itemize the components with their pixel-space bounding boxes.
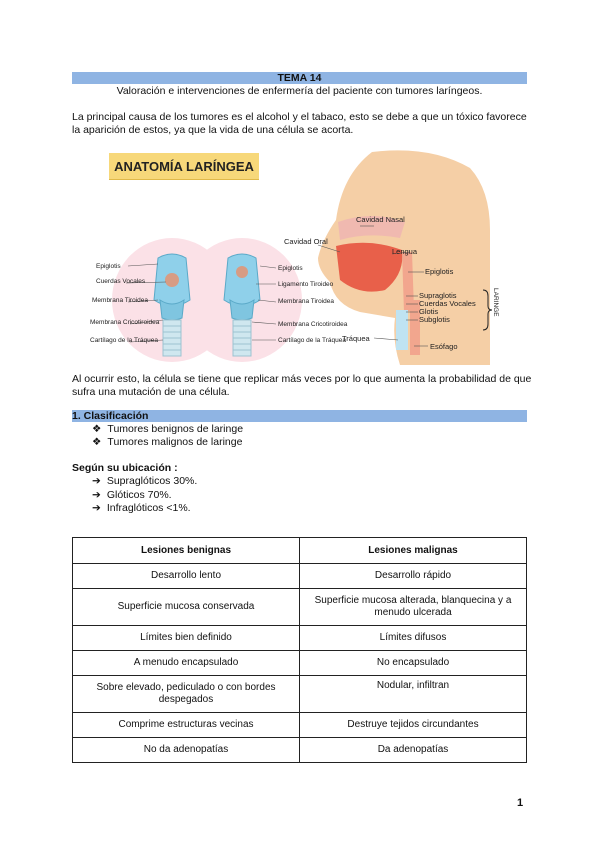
lesions-comparison-table [72,537,527,763]
diamond-bullet-icon: ❖ [92,423,102,435]
label-cuerdas-vocales-head: Cuerdas Vocales [419,299,476,308]
label-glotis: Glotis [419,307,439,316]
header-benignas: Lesiones benignas [73,538,300,564]
intro-paragraph: La principal causa de los tumores es el alcohol y el tabaco, esto se debe a que un tóxico favorece la aparición de estos, ya que la vida de una célula se acorta. [72,111,527,136]
arrow-right-icon: ➔ [92,488,101,501]
label-membrana-cricotiroidea-right: Membrana Cricotiroidea [278,321,348,328]
list-item: ❖ Tumores benignos de laringe [92,423,244,435]
label-cavidad-oral: Cavidad Oral [284,237,328,246]
label-cavidad-nasal: Cavidad Nasal [356,215,405,224]
diamond-bullet-icon: ❖ [92,436,102,448]
label-cartilago-traquea-left: Cartílago de la Tráquea [90,337,158,344]
label-esofago: Esófago [430,342,458,351]
page-title: TEMA 14 [277,72,322,84]
list-item: ➔ Glóticos 70%. [92,488,172,501]
head-sagittal-view [318,150,490,365]
label-epiglotis-right: Epiglotis [278,265,303,272]
label-cuerdas-vocales-left: Cuerdas Vocales [96,278,146,285]
label-cartilago-traquea-right: Cartílago de la Tráquea [278,337,346,344]
table-header-row [73,538,527,564]
list-item: ❖ Tumores malignos de laringe [92,436,243,448]
second-paragraph: Al ocurrir esto, la célula se tiene que replicar más veces por lo que aumenta la probabilidad de que sufra una mutación de una célula. [72,373,532,398]
arrow-right-icon: ➔ [92,502,101,514]
table-row: Sobre elevado, pediculado o con bordes despegados Nodular, infiltran [73,676,527,713]
table-row: A menudo encapsulado No encapsulado [73,651,527,676]
table-row: Comprime estructuras vecinas Destruye tejidos circundantes [73,713,527,738]
list-item: ➔ Infraglóticos <1%. [92,502,191,514]
table-row: Desarrollo lento Desarrollo rápido [73,564,527,589]
figure-title: ANATOMÍA LARÍNGEA [109,153,259,179]
label-epiglotis-head: Epiglotis [425,267,454,276]
label-laringe: LARINGE [492,288,499,317]
page-subtitle: Valoración e intervenciones de enfermería del paciente con tumores laríngeos. [116,85,483,97]
header-malignas: Lesiones malignas [300,538,527,564]
table-row: Límites bien definido Límites difusos [73,626,527,651]
label-subglotis: Subglotis [419,315,450,324]
label-lengua: Lengua [392,247,418,256]
table-row: No da adenopatías Da adenopatías [73,738,527,763]
location-heading: Según su ubicación : [72,462,178,474]
list-item: ➔ Supraglóticos 30%. [92,475,198,487]
classification-list [92,423,243,449]
section-title-clasificacion: 1. Clasificación [72,410,149,422]
arrow-right-icon: ➔ [92,475,101,487]
label-ligamento-tiroideo-right: Ligamento Tiroideo [278,281,334,288]
page-number: 1 [517,797,524,809]
label-epiglotis-left: Epiglotis [96,263,121,270]
location-list [92,475,197,516]
label-membrana-tiroidea-left: Membrana Tiroidea [92,297,148,304]
label-supraglotis: Supraglotis [419,291,457,300]
label-membrana-cricotiroidea-left: Membrana Cricotiroidea [90,319,160,326]
table-row: Superficie mucosa conservada Superficie mucosa alterada, blanquecina y a menudo ulcerada [73,589,527,626]
label-traquea: Tráquea [342,334,370,343]
label-membrana-tiroidea-right: Membrana Tiroidea [278,298,334,305]
